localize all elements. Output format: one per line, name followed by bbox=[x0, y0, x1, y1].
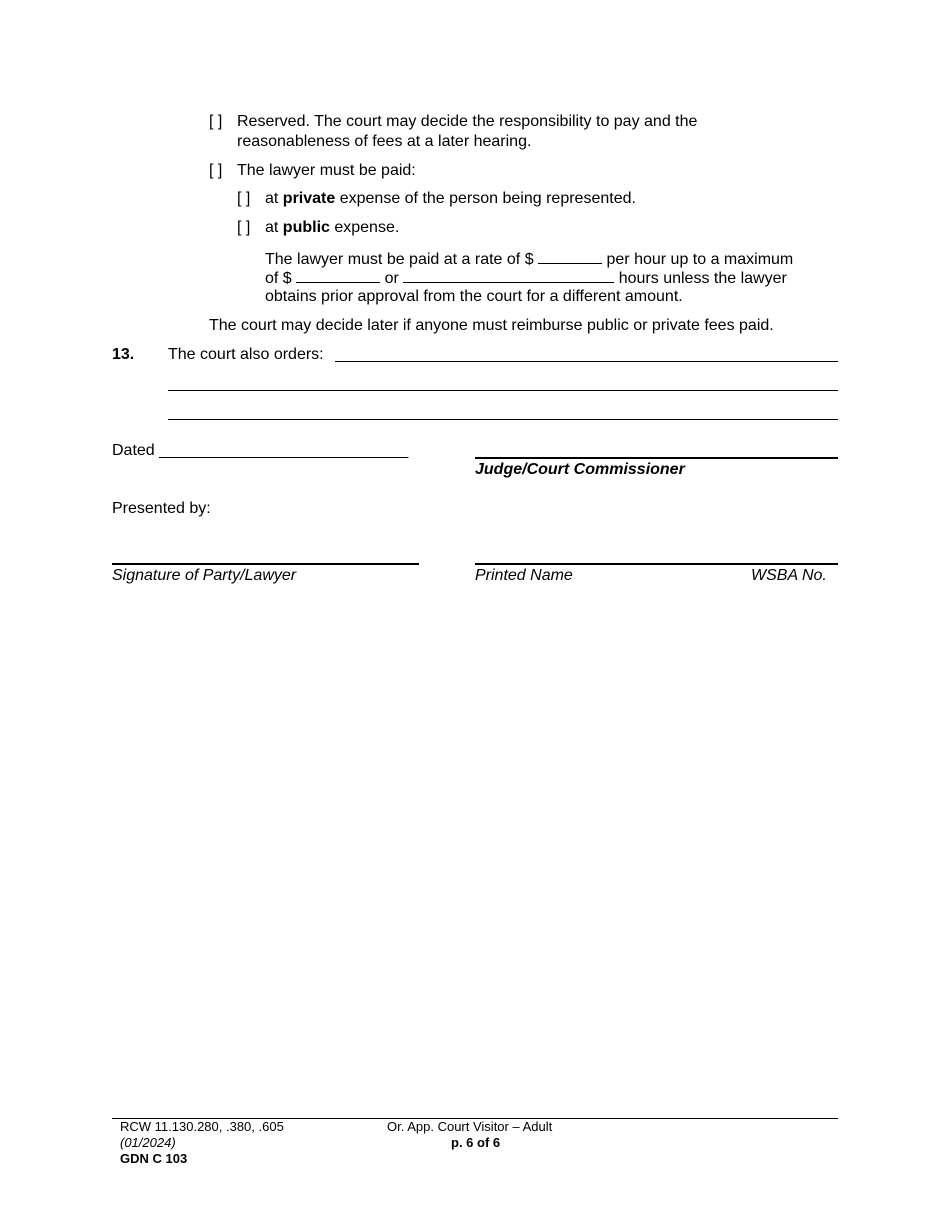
signature-label: Signature of Party/Lawyer bbox=[112, 567, 297, 584]
reserved-text-line1: Reserved. The court may decide the responsibility to pay and the bbox=[237, 113, 698, 130]
rate-line2-post: hours unless the lawyer bbox=[618, 270, 787, 287]
party-signature-line[interactable] bbox=[112, 563, 419, 565]
lawyer-paid-label: The lawyer must be paid: bbox=[237, 162, 416, 179]
footer-form-id: GDN C 103 bbox=[120, 1151, 188, 1166]
public-bold: public bbox=[282, 219, 330, 236]
private-post: expense of the person being represented. bbox=[339, 190, 636, 207]
maximum-hours-field[interactable] bbox=[403, 267, 614, 283]
private-expense-checkbox[interactable]: [ ] bbox=[237, 190, 251, 207]
court-orders-field-line1[interactable] bbox=[335, 361, 838, 362]
section-13-number: 13. bbox=[112, 346, 135, 363]
lawyer-paid-checkbox[interactable]: [ ] bbox=[209, 162, 223, 179]
private-pre: at bbox=[265, 190, 279, 207]
footer-date: (01/2024) bbox=[120, 1135, 176, 1150]
maximum-amount-field[interactable] bbox=[296, 267, 380, 283]
judge-label: Judge/Court Commissioner bbox=[475, 461, 685, 478]
wsba-label: WSBA No. bbox=[751, 567, 827, 584]
rate-line2-pre: of $ bbox=[265, 270, 292, 287]
rate-line2-mid: or bbox=[384, 270, 399, 287]
footer-page: p. 6 of 6 bbox=[451, 1135, 501, 1150]
footer-title: Or. App. Court Visitor – Adult bbox=[387, 1119, 553, 1134]
public-pre: at bbox=[265, 219, 279, 236]
reserved-text-line2: reasonableness of fees at a later hearing. bbox=[237, 133, 532, 150]
section-13-label: The court also orders: bbox=[168, 346, 324, 363]
printed-name-line[interactable] bbox=[475, 563, 838, 565]
footer-rcw: RCW 11.130.280, .380, .605 bbox=[120, 1119, 284, 1134]
dated-label: Dated bbox=[112, 442, 155, 459]
public-post: expense. bbox=[334, 219, 400, 236]
rate-line2 bbox=[265, 267, 787, 289]
public-expense-checkbox[interactable]: [ ] bbox=[237, 219, 251, 236]
presented-by-label: Presented by: bbox=[112, 500, 211, 517]
court-orders-field-line2[interactable] bbox=[168, 390, 838, 391]
rate-line1-post: per hour up to a maximum bbox=[606, 251, 794, 268]
judge-signature-line[interactable] bbox=[475, 457, 838, 459]
printed-name-label: Printed Name bbox=[475, 567, 573, 584]
reserved-checkbox[interactable]: [ ] bbox=[209, 113, 223, 130]
court-orders-field-line3[interactable] bbox=[168, 419, 838, 420]
hourly-rate-field[interactable] bbox=[538, 248, 602, 264]
reimburse-text: The court may decide later if anyone must reimburse public or private fees paid. bbox=[209, 317, 774, 334]
rate-line3: obtains prior approval from the court for a different amount. bbox=[265, 288, 683, 305]
rate-line1-pre: The lawyer must be paid at a rate of $ bbox=[265, 251, 534, 268]
public-expense-text bbox=[265, 218, 399, 238]
dated-row bbox=[112, 441, 408, 461]
dated-field[interactable]: ____________________________ bbox=[159, 442, 409, 459]
private-bold: private bbox=[282, 190, 336, 207]
private-expense-text bbox=[265, 189, 636, 209]
